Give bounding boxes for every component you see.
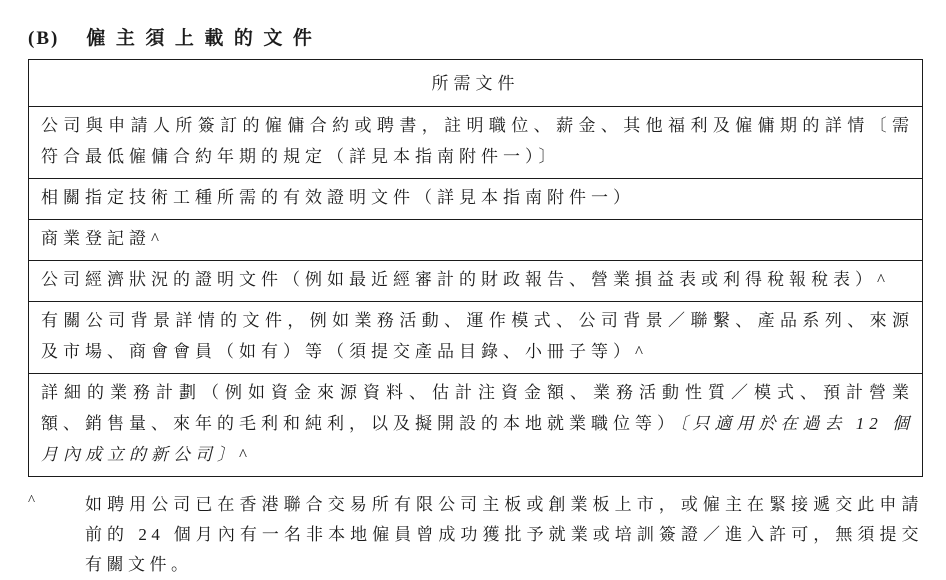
row-text: 商業登記證^ [41,229,164,248]
table-row [29,302,923,374]
footnote [28,490,923,580]
row-text: 相關指定技術工種所需的有效證明文件（詳見本指南附件一） [41,188,635,207]
table-row [29,374,923,477]
row-text-italic: 〔只適用於在過去 12 個月內成立的新公司〕 [41,414,914,464]
required-documents-table [28,59,923,477]
row-text: 有關公司背景詳情的文件，例如業務活動、運作模式、公司背景／聯繫、產品系列、來源及市場、商會會員（如有）等（須提交產品目錄、小冊子等）^ [41,311,914,361]
table-cell [29,107,923,179]
table-row [29,107,923,179]
table-cell [29,302,923,374]
row-text-suffix: ^ [239,445,252,464]
row-text: 詳細的業務計劃（例如資金來源資料、估計注資金額、業務活動性質／模式、預計營業額、銷售量、來年的毛利和純利，以及擬開設的本地就業職位等） [41,383,914,433]
table-cell [29,179,923,220]
table-row [29,179,923,220]
footnote-marker: ^ [28,493,36,509]
table-cell [29,374,923,477]
section-label: (B) [28,28,60,49]
table-header-cell: 所需文件 [29,60,923,107]
table-row [29,261,923,302]
table-cell [29,220,923,261]
table-header-row [29,60,923,107]
page-title: 僱主須上載的文件 [86,28,323,49]
row-text: 公司與申請人所簽訂的僱傭合約或聘書，註明職位、薪金、其他福利及僱傭期的詳情〔需符合最低僱傭合約年期的規定（詳見本指南附件一）〕 [41,116,914,166]
table-cell [29,261,923,302]
section-heading [28,23,923,50]
row-text: 公司經濟狀況的證明文件（例如最近經審計的財政報告、營業損益表或利得稅報稅表）^ [41,270,890,289]
footnote-text: 如聘用公司已在香港聯合交易所有限公司主板或創業板上市，或僱主在緊接遞交此申請前的 24 個月內有一名非本地僱員曾成功獲批予就業或培訓簽證／進入許可，無須提交有關文件。 [85,495,923,574]
table-row [29,220,923,261]
